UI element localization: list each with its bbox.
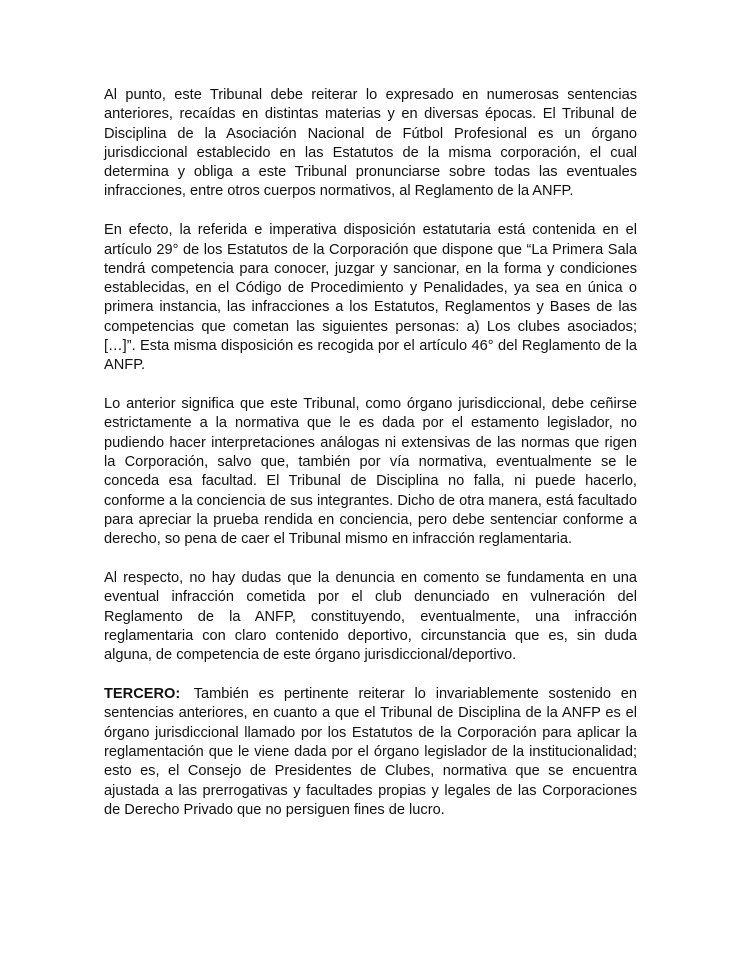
paragraph-2-text: En efecto, la referida e imperativa disposición estatutaria está contenida en el artículo 29° de los Estatutos de la Corporación que dispone que “La Primera Sala tendrá competencia para conocer, juzgar y sancionar, en la forma y condiciones establecidas, en el Código de Procedimiento y Penalidades, ya sea en única o primera instancia, las infracciones a los Estatutos, Reglamentos y Bases de las competencias que cometan las siguientes personas: a) Los clubes asociados;[…]”. Esta misma disposición es recogida por el artículo 46° del Reglamento de la ANFP. (104, 222, 637, 374)
paragraph-5-tercero (104, 685, 637, 820)
document-page (104, 86, 637, 840)
paragraph-5-text: También es pertinente reiterar lo invariablemente sostenido en sentencias anteriores, en cuanto a que el Tribunal de Disciplina de la ANFP es el órgano jurisdiccional llamado por los Estatutos de la Corporación para aplicar la reglamentación que le viene dada por el órgano legislador de la institucionalidad; esto es, el Consejo de Presidentes de Clubes, normativa que se encuentra ajustada a las prerrogativas y facultades propias y legales de las Corporaciones de Derecho Privado que no persiguen fines de lucro. (104, 686, 637, 818)
paragraph-1-text: Al punto, este Tribunal debe reiterar lo expresado en numerosas sentencias anteriores, recaídas en distintas materias y en diversas épocas. El Tribunal de Disciplina de la Asociación Nacional de Fútbol Profesional es un órgano jurisdiccional establecido en las Estatutos de la misma corporación, el cual determina y obliga a este Tribunal pronunciarse sobre todas las eventuales infracciones, entre otros cuerpos normativos, al Reglamento de la ANFP. (104, 87, 637, 200)
paragraph-4 (104, 569, 637, 665)
paragraph-2 (104, 221, 637, 375)
paragraph-4-text: Al respecto, no hay dudas que la denuncia en comento se fundamenta en una eventual infracción cometida por el club denunciado en vulneración del Reglamento de la ANFP, constituyendo, eventualmente, una infracción reglamentaria con claro contenido deportivo, circunstancia que es, sin duda alguna, de competencia de este órgano jurisdiccional/deportivo. (104, 570, 637, 664)
paragraph-1 (104, 86, 637, 202)
section-heading-tercero: TERCERO: (104, 686, 181, 703)
paragraph-3 (104, 395, 637, 549)
paragraph-3-text: Lo anterior significa que este Tribunal, como órgano jurisdiccional, debe ceñirse estrictamente a la normativa que le es dada por el estamento legislador, no pudiendo hacer interpretaciones análogas ni extensivas de las normas que rigen la Corporación, salvo que, también por vía normativa, eventualmente se le conceda esa facultad. El Tribunal de Disciplina no falla, ni puede hacerlo, conforme a la conciencia de sus integrantes. Dicho de otra manera, está facultado para apreciar la prueba rendida en conciencia, pero debe sentenciar conforme a derecho, so pena de caer el Tribunal mismo en infracción reglamentaria. (104, 396, 637, 548)
